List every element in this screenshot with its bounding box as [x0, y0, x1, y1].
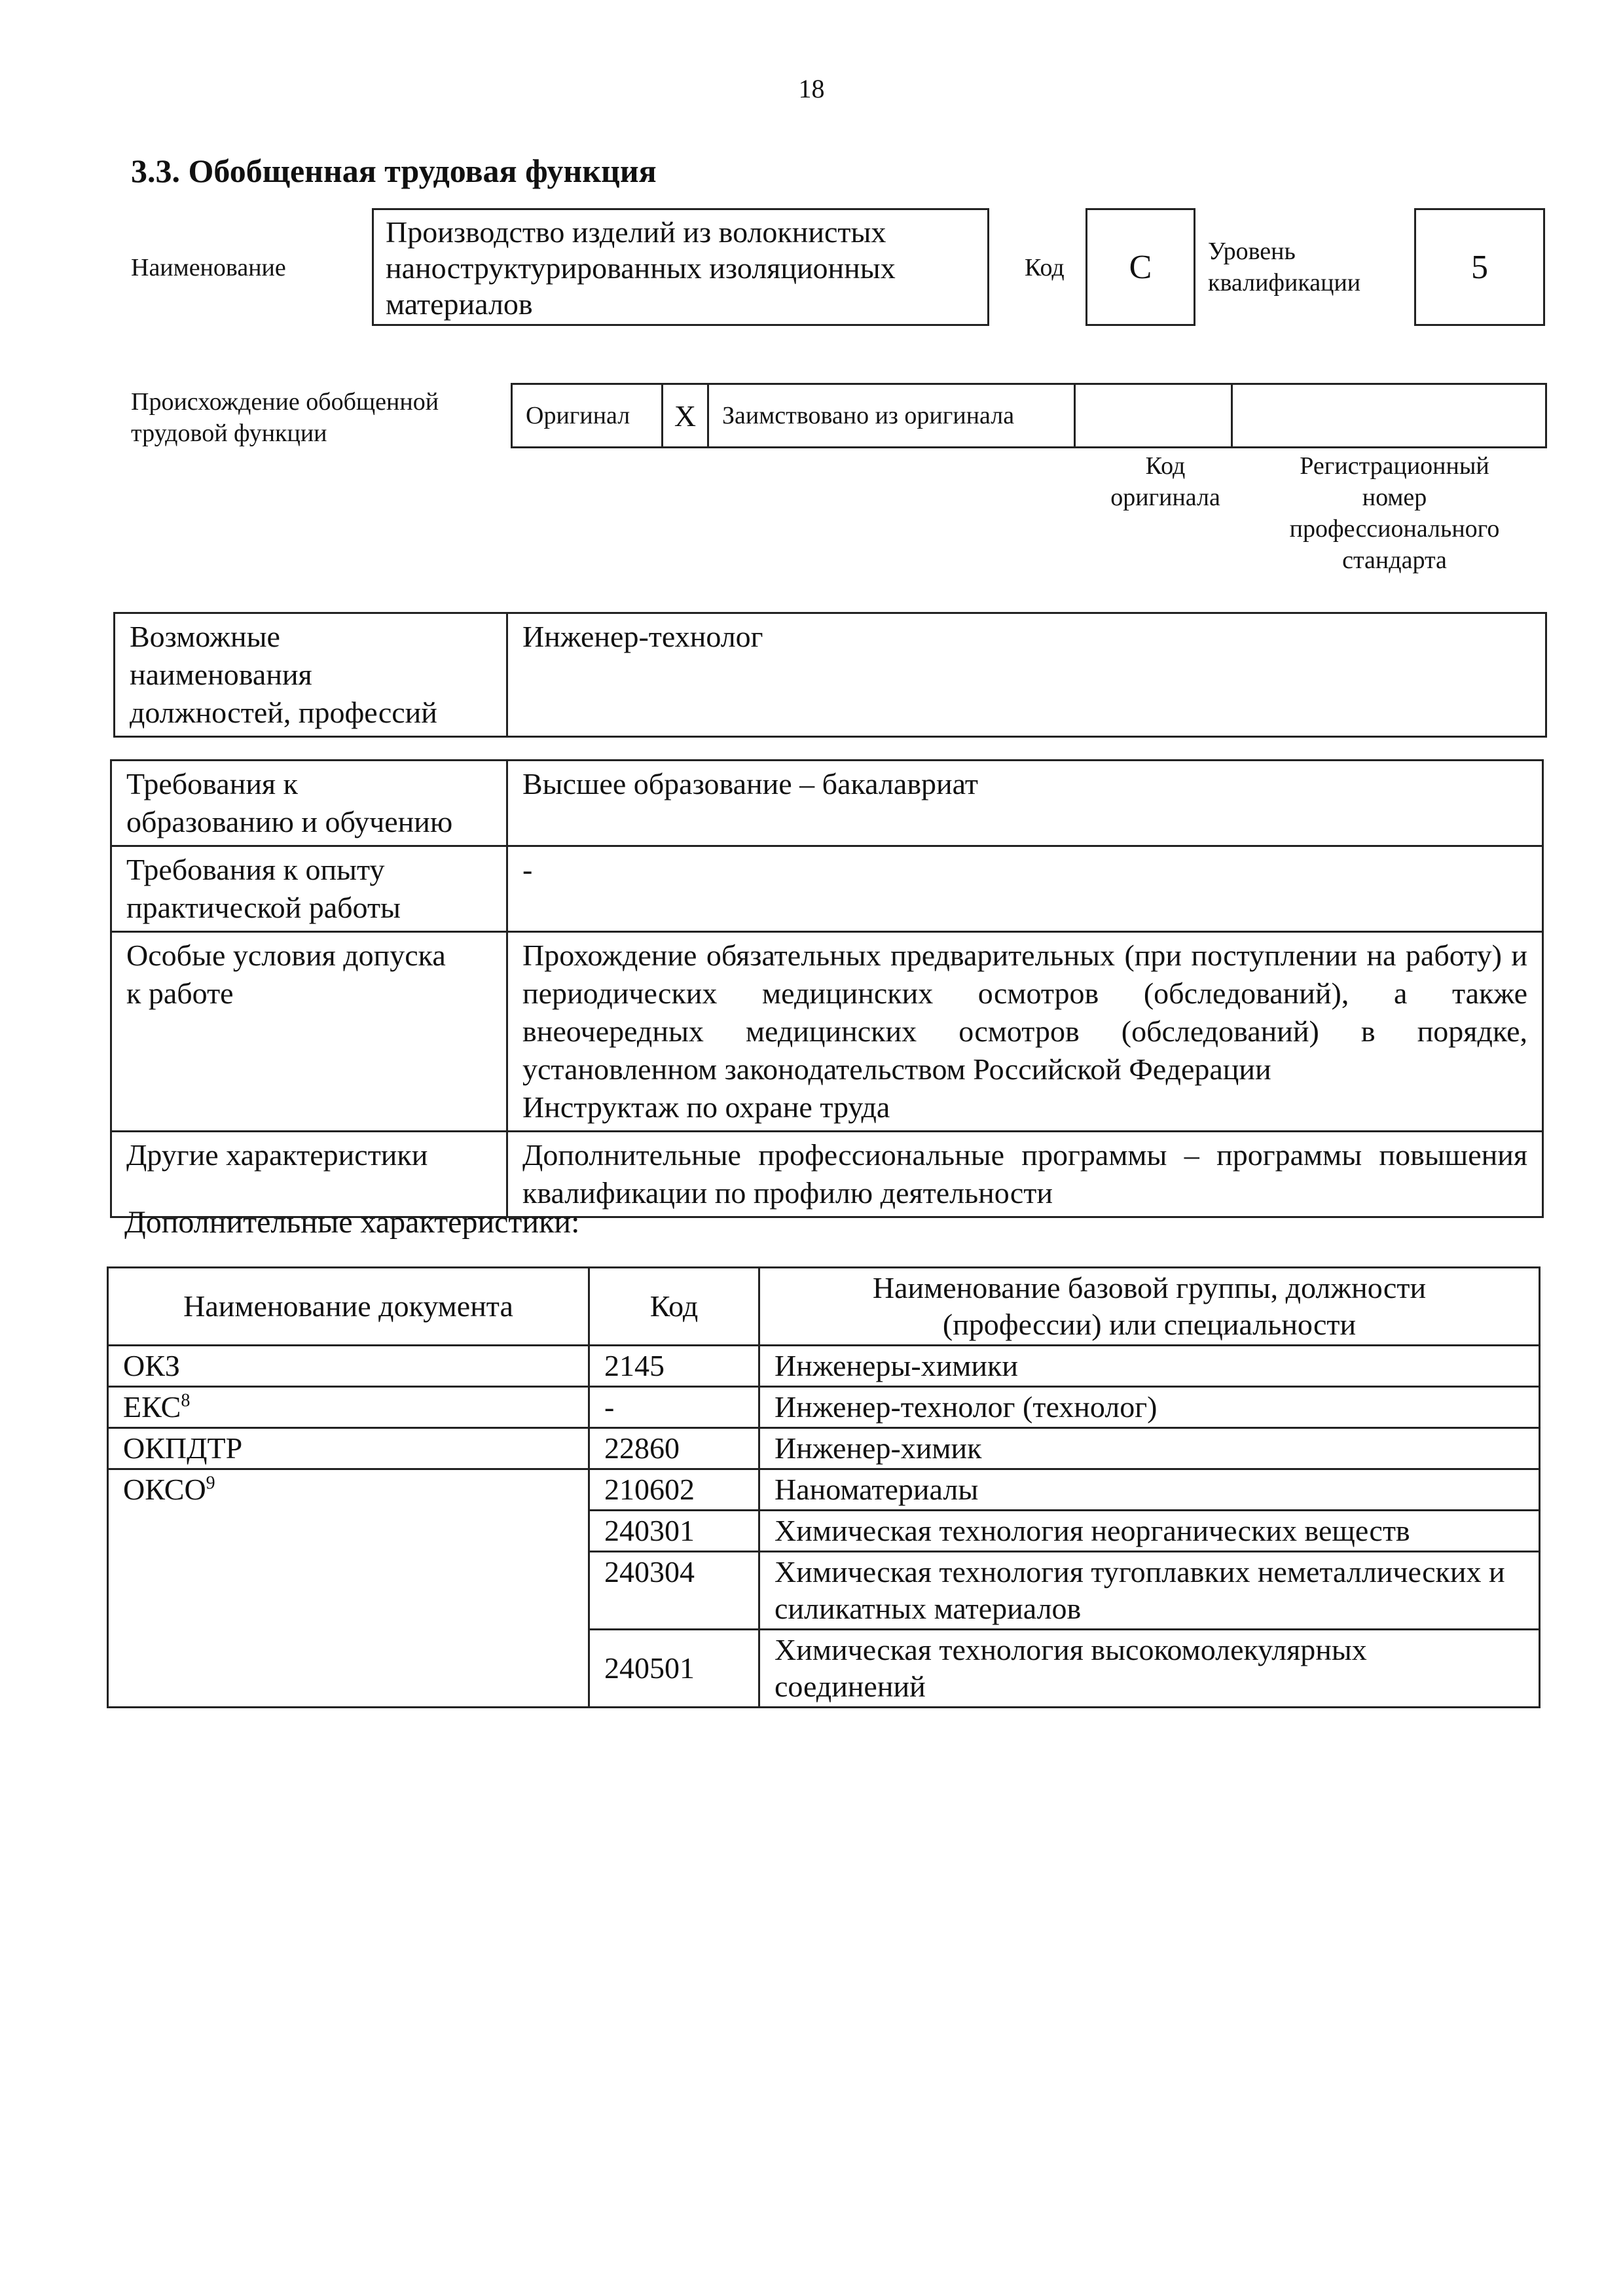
- borrowed-label: Заимствовано из оригинала: [708, 384, 1075, 448]
- code-cell: 22860: [589, 1428, 759, 1469]
- header-code: Код: [589, 1268, 759, 1346]
- reg-caption: Регистрационный номер профессионального стандарта: [1289, 452, 1500, 574]
- code-cell: 240301: [589, 1511, 759, 1552]
- reg-number-cell: [1232, 384, 1546, 448]
- code-cell: 240304: [589, 1552, 759, 1630]
- origin-label: Происхождение обобщенной трудовой функции: [131, 388, 439, 447]
- requirement-label: Требования к опыту практической работы: [111, 846, 507, 932]
- positions-label: Возможные наименования должностей, профессий: [115, 613, 507, 737]
- doc-cell: ОКЗ: [108, 1346, 589, 1387]
- footnote-mark: 8: [181, 1390, 191, 1411]
- name-cell: Инженеры-химики: [759, 1346, 1540, 1387]
- requirement-label: Требования к образованию и обучению: [111, 761, 507, 846]
- name-value-line: Производство изделий из волокнистых: [386, 215, 886, 249]
- extra-table: [107, 1266, 1541, 1708]
- section-title: 3.3. Обобщенная трудовая функция: [131, 152, 657, 189]
- page-number: 18: [798, 74, 825, 103]
- name-cell: Химическая технология неорганических веществ: [759, 1511, 1540, 1552]
- code-cell: -: [589, 1387, 759, 1428]
- requirement-value: Дополнительные профессиональные программы – программы повышения квалификации по профилю деятельности: [507, 1132, 1543, 1217]
- requirement-value: Прохождение обязательных предварительных (при поступлении на работу) и периодических медицинских осмотров (обследований), а также внеочередных медицинских осмотров (обследований) в порядке, установленном законодательством Российской Федерации Инструктаж по охране труда: [507, 932, 1543, 1132]
- code-value-box: [1085, 208, 1195, 326]
- code-caption: Код оригинала: [1110, 452, 1220, 511]
- table-row: [108, 1346, 1540, 1387]
- requirement-row: [111, 846, 1543, 932]
- code-cell: 2145: [589, 1346, 759, 1387]
- table-row: [108, 1387, 1540, 1428]
- name-value-box: [372, 208, 989, 326]
- name-value-line: материалов: [386, 287, 533, 321]
- requirement-row: [111, 761, 1543, 846]
- original-mark: X: [663, 384, 708, 448]
- code-label: Код: [1025, 254, 1065, 281]
- name-value-line: наноструктурированных изоляционных: [386, 251, 896, 285]
- header-name: Наименование базовой группы, должности (профессии) или специальности: [759, 1268, 1540, 1346]
- name-cell: Химическая технология тугоплавких неметаллических и силикатных материалов: [759, 1552, 1540, 1630]
- requirement-row: [111, 932, 1543, 1132]
- table-row: [108, 1469, 1540, 1511]
- name-cell: Инженер-технолог (технолог): [759, 1387, 1540, 1428]
- code-cell: 240501: [589, 1630, 759, 1708]
- header-doc: Наименование документа: [108, 1268, 589, 1346]
- original-code-cell: [1075, 384, 1232, 448]
- table-row: [108, 1428, 1540, 1469]
- level-label: Уровень квалификации: [1208, 238, 1361, 296]
- extra-title: Дополнительные характеристики:: [124, 1205, 580, 1240]
- doc-cell: ОКПДТР: [108, 1428, 589, 1469]
- extra-header-row: [108, 1268, 1540, 1346]
- name-cell: Химическая технология высокомолекулярных соединений: [759, 1630, 1540, 1708]
- doc-cell: ОКСО$^9$: [108, 1469, 589, 1708]
- requirement-value: -: [507, 846, 1543, 932]
- doc-cell: ЕКС$^8$: [108, 1387, 589, 1428]
- code-value: C: [1129, 248, 1152, 286]
- requirement-label: Особые условия допуска к работе: [111, 932, 507, 1132]
- requirement-value: Высшее образование – бакалавриат: [507, 761, 1543, 846]
- level-value-box: [1414, 208, 1545, 326]
- footnote-mark: 9: [206, 1473, 215, 1494]
- code-cell: 210602: [589, 1469, 759, 1511]
- level-value: 5: [1471, 248, 1488, 286]
- requirement-label: Другие характеристики: [111, 1132, 507, 1217]
- name-label: Наименование: [131, 254, 286, 281]
- origin-table: [511, 383, 1547, 448]
- requirements-table: [110, 759, 1544, 1218]
- positions-table: [113, 612, 1547, 738]
- positions-value: Инженер-технолог: [507, 613, 1546, 737]
- name-cell: Инженер-химик: [759, 1428, 1540, 1469]
- name-cell: Наноматериалы: [759, 1469, 1540, 1511]
- original-label: Оригинал: [512, 384, 663, 448]
